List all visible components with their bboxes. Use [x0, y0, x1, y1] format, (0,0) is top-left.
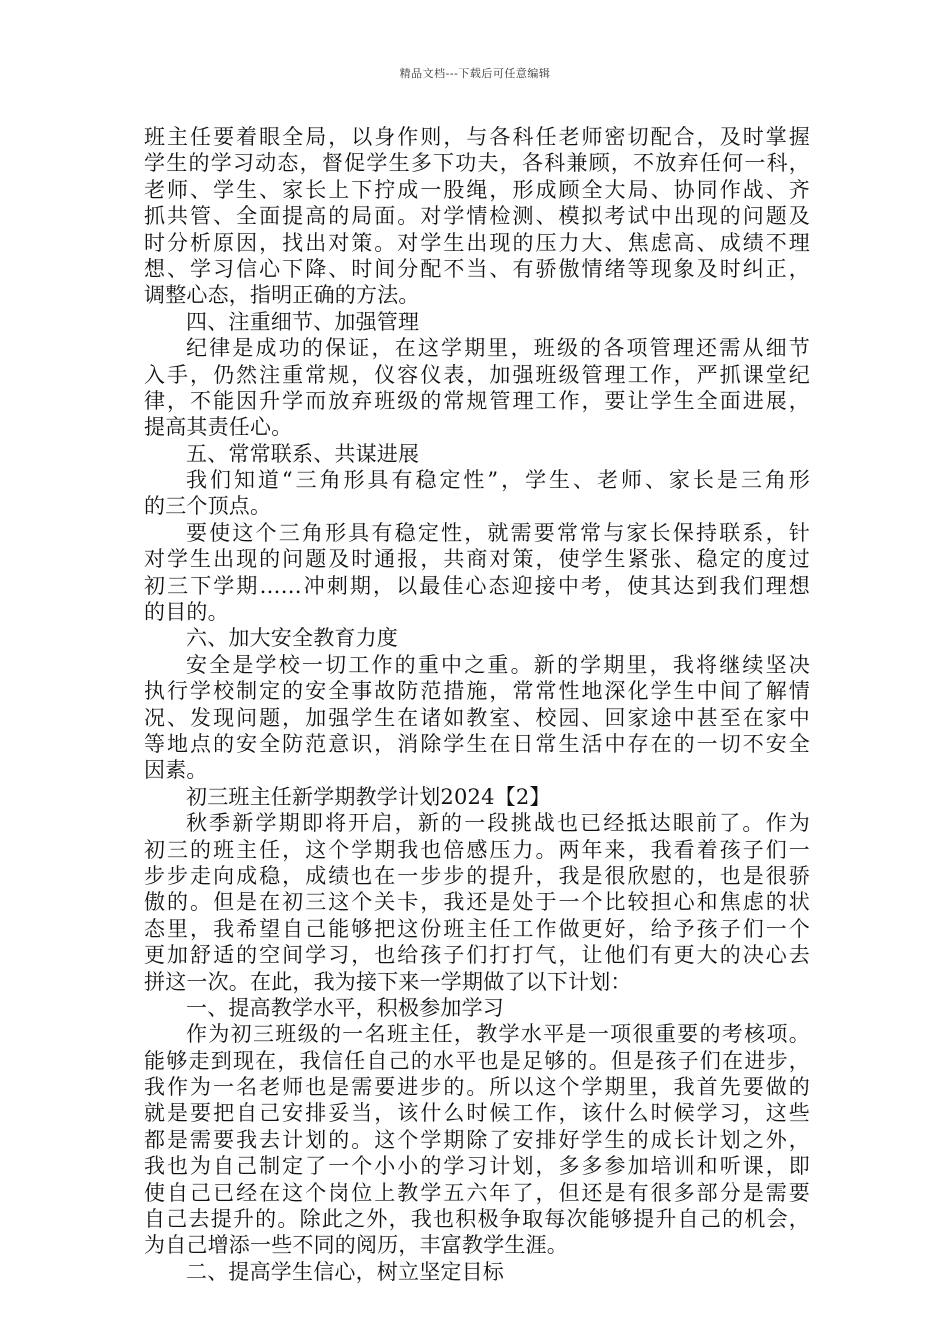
text-line: 入手，仍然注重常规，仪容仪表，加强班级管理工作，严抓课堂纪	[144, 362, 810, 387]
text-line: 傲的。但是在初三这个关卡，我还是处于一个比较担心和焦虑的状	[144, 890, 810, 915]
text-line: 的目的。	[144, 600, 229, 625]
text-line: 对学生出现的问题及时通报，共商对策，使学生紧张、稳定的度过	[144, 547, 810, 572]
text-line: 调整心态，指明正确的方法。	[144, 283, 420, 308]
text-line: 况、发现问题，加强学生在诸如教室、校园、回家途中甚至在家中	[144, 705, 810, 730]
text-line: 抓共管、全面提高的局面。对学情检测、模拟考试中出现的问题及	[144, 204, 810, 229]
text-line: 都是需要我去计划的。这个学期除了安排好学生的成长计划之外，	[144, 1127, 810, 1152]
text-line: 作为初三班级的一名班主任，教学水平是一项很重要的考核项。	[186, 1022, 810, 1047]
text-line: 老师、学生、家长上下拧成一股绳，形成顾全大局、协同作战、齐	[144, 177, 810, 202]
text-line: 能够走到现在，我信任自己的水平也是足够的。但是孩子们在进步，	[144, 1048, 810, 1073]
text-line: 使自己已经在这个岗位上教学五六年了，但还是有很多部分是需要	[144, 1180, 810, 1205]
text-line: 五、常常联系、共谋进展	[186, 441, 420, 466]
text-line: 安全是学校一切工作的重中之重。新的学期里，我将继续坚决	[186, 652, 810, 677]
text-line: 想、学习信心下降、时间分配不当、有骄傲情绪等现象及时纠正，	[144, 256, 810, 281]
text-line: 步步走向成稳，成绩也在一步步的提升，我是很欣慰的，也是很骄	[144, 863, 810, 888]
text-line: 因素。	[144, 758, 208, 783]
text-line: 二、提高学生信心，树立坚定目标	[186, 1259, 504, 1284]
text-line: 更加舒适的空间学习，也给孩子们打打气，让他们有更大的决心去	[144, 943, 810, 968]
text-line: 为自己增添一些不同的阅历，丰富教学生涯。	[144, 1233, 568, 1258]
text-line: 要使这个三角形具有稳定性，就需要常常与家长保持联系，针	[186, 520, 810, 545]
text-line: 就是要把自己安排妥当，该什么时候工作，该什么时候学习，这些	[144, 1101, 810, 1126]
text-line: 六、加大安全教育力度	[186, 626, 398, 651]
page-header: 精品文档---下载后可任意编辑	[399, 67, 551, 80]
text-line: 态里，我希望自己能够把这份班主任工作做更好，给予孩子们一个	[144, 916, 810, 941]
text-line: 提高其责任心。	[144, 415, 293, 440]
text-line: 班主任要着眼全局，以身作则，与各科任老师密切配合，及时掌握	[144, 125, 810, 149]
text-line: 自己去提升的。除此之外，我也积极争取每次能够提升自己的机会，	[144, 1207, 810, 1232]
text-line: 我作为一名老师也是需要进步的。所以这个学期里，我首先要做的	[144, 1075, 810, 1100]
text-line: 秋季新学期即将开启，新的一段挑战也已经抵达眼前了。作为	[186, 811, 810, 836]
text-line: 初三下学期……冲刺期，以最佳心态迎接中考，使其达到我们理想	[144, 573, 810, 598]
text-line: 一、提高教学水平，积极参加学习	[186, 995, 504, 1020]
text-line: 的三个顶点。	[144, 494, 272, 519]
text-line: 初三班主任新学期教学计划2024【2】	[186, 784, 551, 809]
document-body	[144, 124, 810, 1285]
text-line: 我也为自己制定了一个小小的学习计划，多多参加培训和听课，即	[144, 1154, 810, 1179]
text-line: 初三的班主任，这个学期我也倍感压力。两年来，我看着孩子们一	[144, 837, 810, 862]
text-line: 律，不能因升学而放弃班级的常规管理工作，要让学生全面进展，	[144, 388, 810, 413]
text-line: 执行学校制定的安全事故防范措施，常常性地深化学生中间了解情	[144, 679, 810, 704]
text-line: 我们知道“三角形具有稳定性”，学生、老师、家长是三角形	[186, 468, 810, 493]
text-line: 拼这一次。在此，我为接下来一学期做了以下计划：	[144, 969, 632, 994]
text-line: 四、注重细节、加强管理	[186, 309, 420, 334]
text-line: 时分析原因，找出对策。对学生出现的压力大、焦虑高、成绩不理	[144, 230, 810, 255]
text-line: 纪律是成功的保证，在这学期里，班级的各项管理还需从细节	[186, 336, 810, 361]
text-line: 学生的学习动态，督促学生多下功夫，各科兼顾，不放弃任何一科，	[144, 151, 810, 176]
text-line: 等地点的安全防范意识，消除学生在日常生活中存在的一切不安全	[144, 731, 810, 756]
